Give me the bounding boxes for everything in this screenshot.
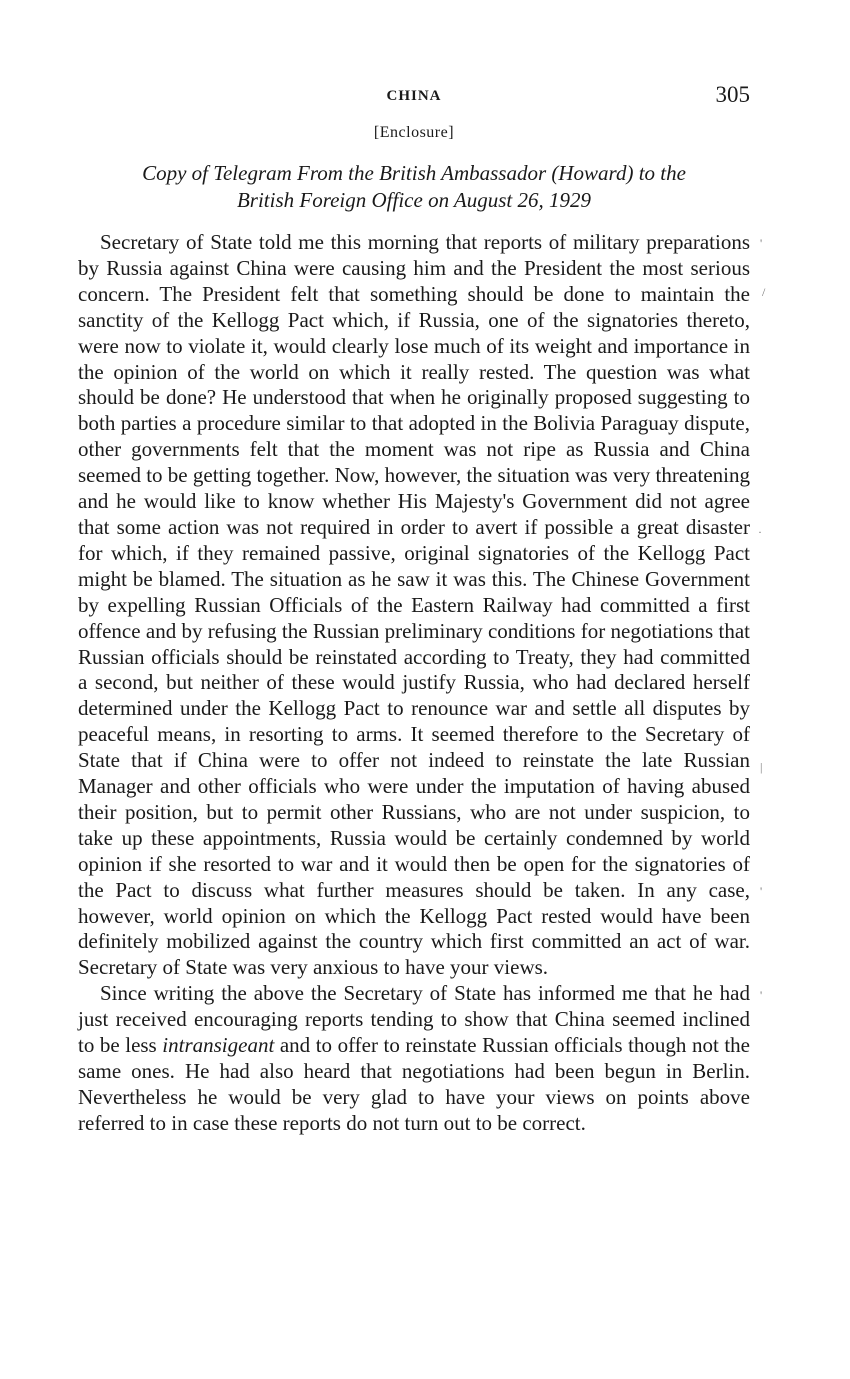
italic-term: intransigeant	[162, 1033, 275, 1058]
margin-mark-icon: ·	[758, 525, 762, 539]
enclosure-label: [Enclosure]	[373, 124, 455, 141]
paragraph-text: Since writing the above the Secretary of State has informed me that he had just received encouraging reports tending to show that China seemed inclined to be less	[78, 981, 750, 1058]
telegram-body	[78, 230, 750, 1137]
running-title: CHINA	[386, 88, 442, 104]
margin-mark-icon: '	[760, 884, 763, 898]
paragraph-text: and to offer to reinstate Russian officials though not the same ones. He had also heard that negotiations had been begun in Berlin. Nevertheless he would be very glad to have your views on points above referred to in case these reports do not turn out to be correct.	[78, 1033, 750, 1135]
margin-mark-icon: '	[760, 988, 763, 1002]
telegram-title	[78, 160, 750, 214]
margin-mark-icon: '	[760, 236, 763, 250]
margin-mark-icon: /	[762, 285, 766, 299]
page-number: 305	[715, 82, 750, 107]
telegram-title-line2: British Foreign Office on August 26, 1929	[236, 188, 592, 212]
telegram-title-line1: Copy of Telegram From the British Ambassador (Howard) to the	[142, 161, 686, 185]
paragraph: Secretary of State told me this morning that reports of military preparations by Russia against China were causing him and the President the most serious concern. The President felt that something should be done to maintain the sanctity of the Kellogg Pact which, if Russia, one of the signatories thereto, were now to violate it, would clearly lose much of its weight and importance in the opinion of the world on which it really rested. The question was what should be done? He understood that when he originally proposed suggesting to both parties a procedure similar to that adopted in the Bolivia Paraguay dispute, other governments felt that the moment was not ripe as Russia and China seemed to be getting together. Now, however, the situation was very threatening and he would like to know whether His Majesty's Government did not agree that some action was not required in order to avert if possible a great disaster for which, if they remained passive, original signatories of the Kellogg Pact might be blamed. The situation as he saw it was this. The Chinese Government by expelling Russian Officials of the Eastern Railway had committed a first offence and by refusing the Russian preliminary conditions for negotiations that Russian officials should be reinstated according to Treaty, they had committed a second, but neither of these would justify Russia, who had declared herself determined under the Kellogg Pact to renounce war and settle all disputes by peaceful means, in resorting to arms. It seemed therefore to the Secretary of State that if China were to offer not indeed to reinstate the late Russian Manager and other officials who were under the imputation of having abused their position, but to permit other Russians, who are not under suspicion, to take up these appointments, Russia would be certainly condemned by world opinion if she resorted to war and it would then be open for the signatories of the Pact to discuss what further measures should be taken. In any case, however, world opinion on which the Kellogg Pact rested would have been definitely mobilized against the country which first committed an act of war. Secretary of State was very anxious to have your views.	[78, 230, 750, 980]
running-head	[78, 82, 750, 112]
paragraph	[78, 981, 750, 1136]
margin-mark-icon: |	[760, 760, 763, 774]
